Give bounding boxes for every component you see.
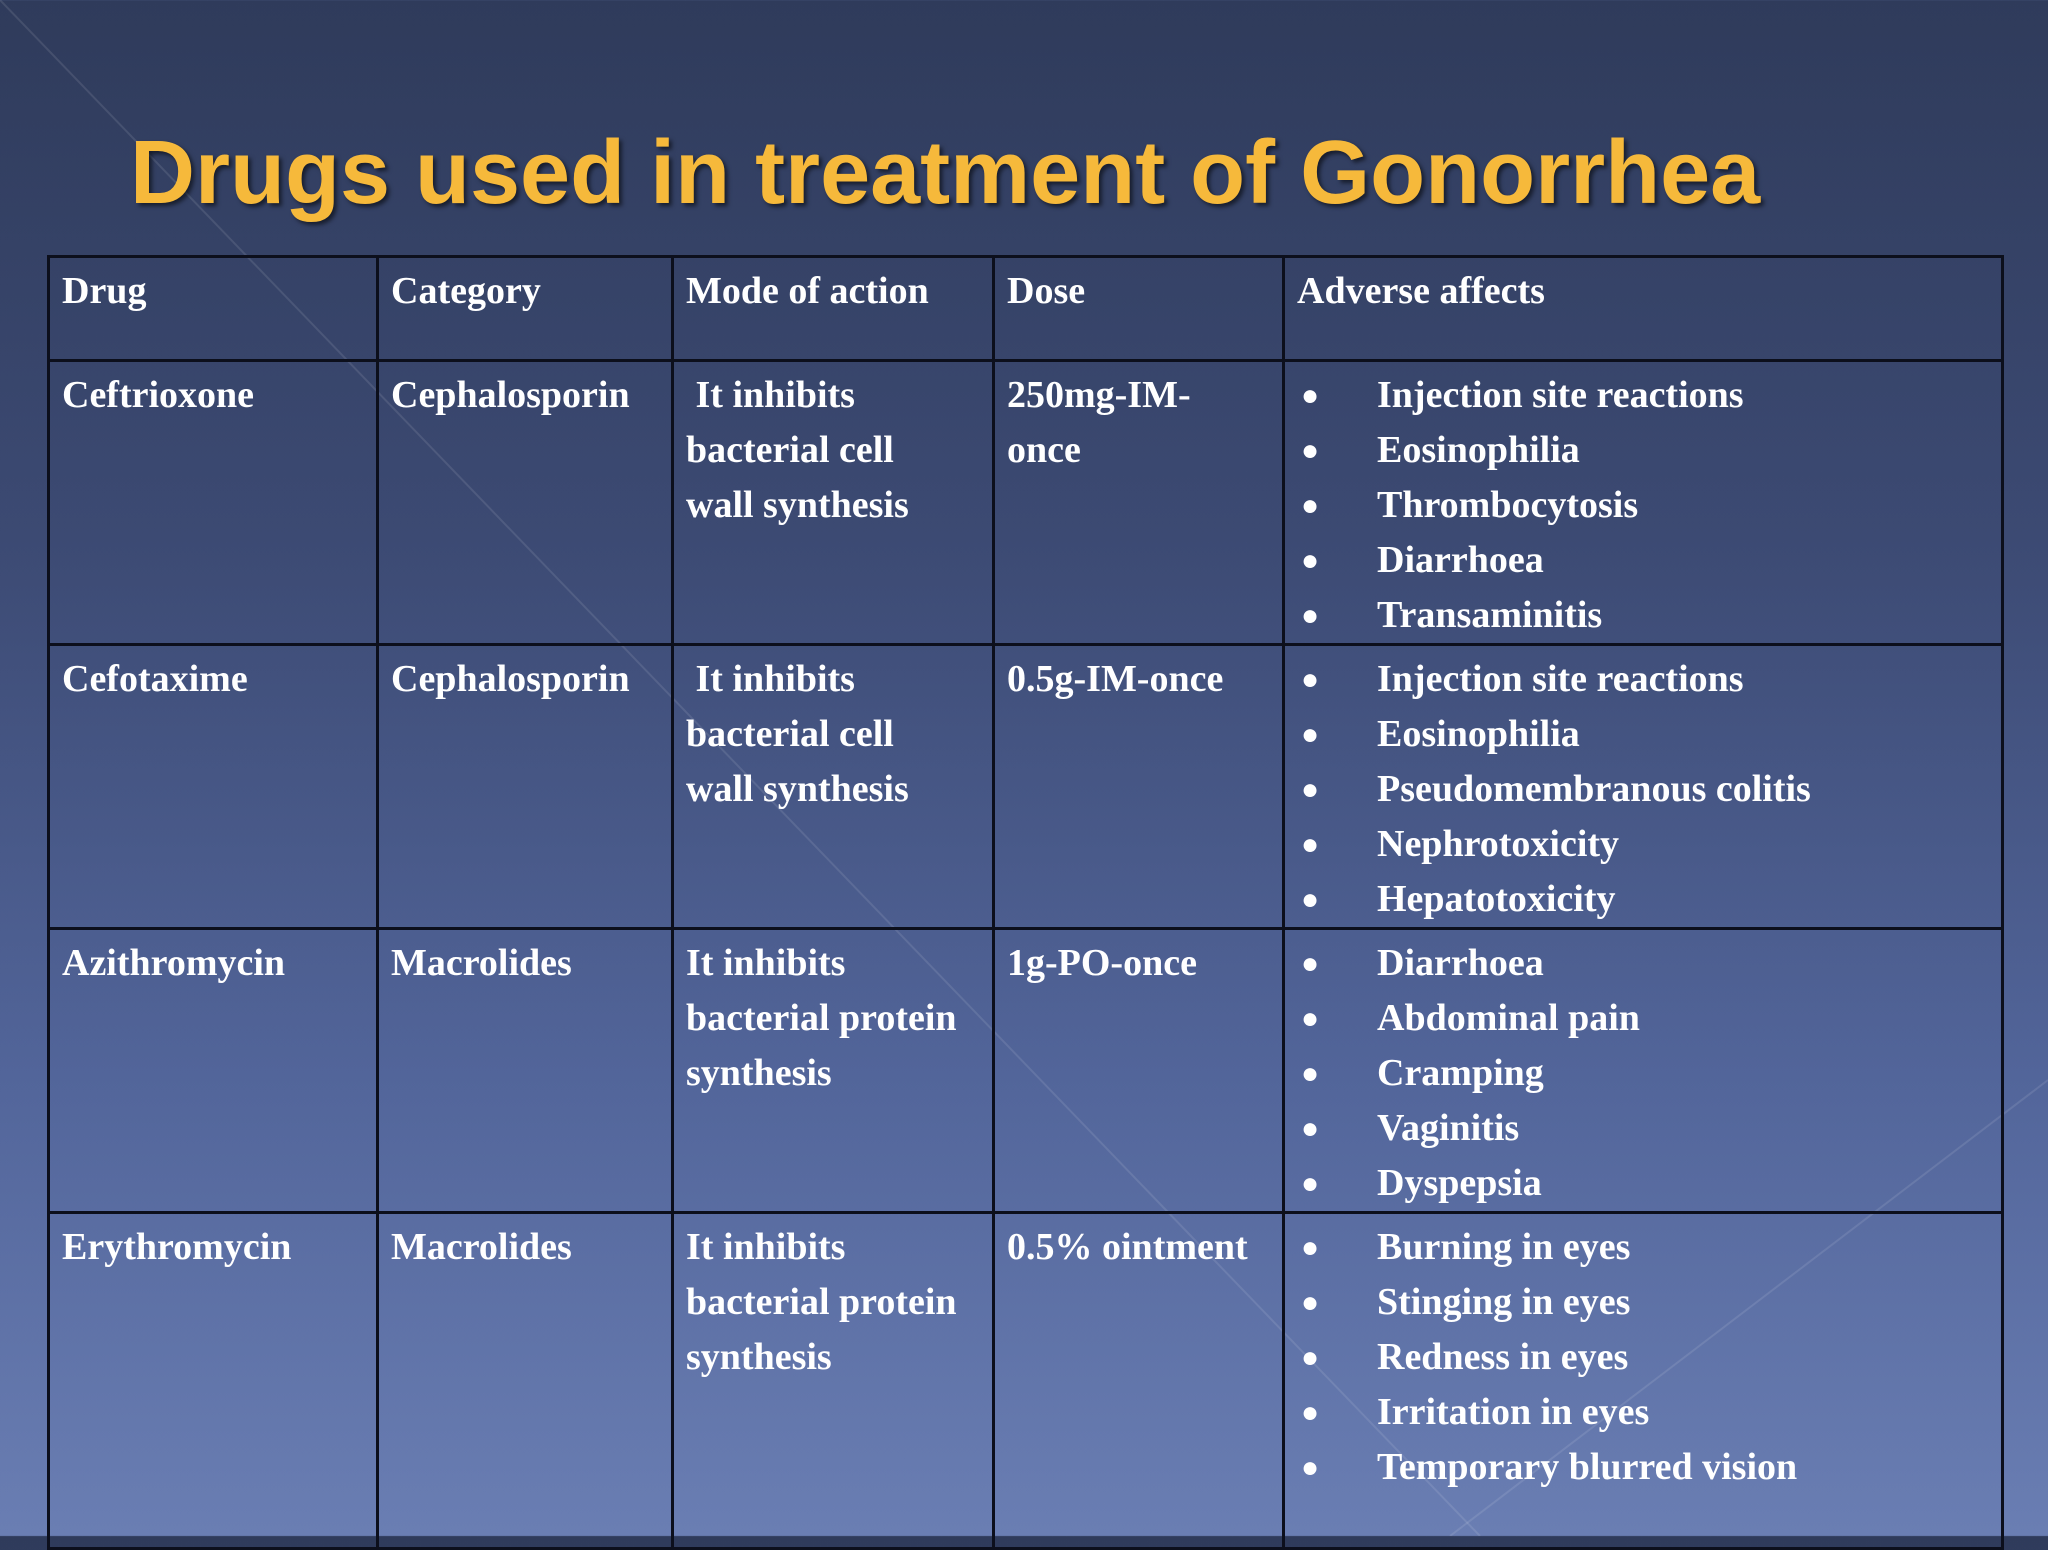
table-row <box>49 361 2003 645</box>
dose-cell-line: 1g-PO-once <box>1007 942 1197 984</box>
drug-cell: Erythromycin <box>49 1213 378 1549</box>
adverse-effect-text: Transaminitis <box>1377 594 1603 636</box>
list-item <box>1297 478 1989 533</box>
dose-cell-line: 0.5g-IM-once <box>1007 658 1224 700</box>
list-item <box>1297 1330 1989 1385</box>
bullet-icon: ● <box>1301 599 1320 632</box>
table-row <box>49 1213 2003 1549</box>
list-item <box>1297 707 1989 762</box>
adverse-effect-text: Irritation in eyes <box>1377 1391 1650 1433</box>
bullet-icon: ● <box>1301 1057 1320 1090</box>
drug-table <box>47 255 2004 1550</box>
bullet-icon: ● <box>1301 1341 1320 1374</box>
adverse-effect-text: Stinging in eyes <box>1377 1281 1631 1323</box>
list-item <box>1297 1046 1989 1101</box>
category-cell: Cephalosporin <box>378 645 673 929</box>
bullet-icon: ● <box>1301 1286 1320 1319</box>
adverse-effect-text: Diarrhoea <box>1377 942 1544 984</box>
mode-of-action-cell <box>673 361 994 645</box>
list-item <box>1297 423 1989 478</box>
bullet-icon: ● <box>1301 379 1320 412</box>
adverse-effect-text: Diarrhoea <box>1377 539 1544 581</box>
mode-of-action-cell-line: bacterial protein <box>686 1281 957 1323</box>
list-item <box>1297 762 1989 817</box>
list-item <box>1297 652 1989 707</box>
adverse-effects-list <box>1297 1220 1989 1495</box>
adverse-effect-text: Hepatotoxicity <box>1377 878 1616 920</box>
dose-cell <box>994 1213 1284 1549</box>
mode-of-action-cell <box>673 1213 994 1549</box>
adverse-effect-text: Injection site reactions <box>1377 374 1744 416</box>
mode-of-action-cell <box>673 645 994 929</box>
adverse-effect-text: Redness in eyes <box>1377 1336 1629 1378</box>
list-item <box>1297 1220 1989 1275</box>
mode-of-action-cell-line: bacterial cell <box>686 429 894 471</box>
mode-of-action-cell-line: It inhibits <box>686 658 855 700</box>
bullet-icon: ● <box>1301 1112 1320 1145</box>
list-item <box>1297 991 1989 1046</box>
list-item <box>1297 1275 1989 1330</box>
table-body <box>49 361 2003 1549</box>
adverse-effect-text: Vaginitis <box>1377 1107 1520 1149</box>
bullet-icon: ● <box>1301 773 1320 806</box>
mode-of-action-cell <box>673 929 994 1213</box>
header-category: Category <box>378 257 673 361</box>
adverse-effect-text: Pseudomembranous colitis <box>1377 768 1811 810</box>
list-item <box>1297 1385 1989 1440</box>
dose-cell <box>994 929 1284 1213</box>
list-item <box>1297 588 1989 643</box>
bullet-icon: ● <box>1301 828 1320 861</box>
list-item <box>1297 1440 1989 1495</box>
adverse-effects-cell <box>1284 361 2003 645</box>
adverse-effect-text: Eosinophilia <box>1377 429 1580 471</box>
mode-of-action-cell-line: synthesis <box>686 1336 832 1378</box>
adverse-effect-text: Dyspepsia <box>1377 1162 1542 1204</box>
dose-cell-line: once <box>1007 429 1081 471</box>
list-item <box>1297 1156 1989 1211</box>
mode-of-action-cell-line: bacterial cell <box>686 713 894 755</box>
adverse-effect-text: Temporary blurred vision <box>1377 1446 1798 1488</box>
list-item <box>1297 1101 1989 1156</box>
mode-of-action-cell-line: synthesis <box>686 1052 832 1094</box>
adverse-effect-text: Injection site reactions <box>1377 658 1744 700</box>
bullet-icon: ● <box>1301 1396 1320 1429</box>
category-cell: Cephalosporin <box>378 361 673 645</box>
adverse-effect-text: Abdominal pain <box>1377 997 1640 1039</box>
drug-cell: Azithromycin <box>49 929 378 1213</box>
dose-cell-line: 0.5% ointment <box>1007 1226 1248 1268</box>
adverse-effects-list <box>1297 368 1989 643</box>
table-header-row <box>49 257 2003 361</box>
header-drug: Drug <box>49 257 378 361</box>
drug-cell: Cefotaxime <box>49 645 378 929</box>
header-mode-of-action: Mode of action <box>673 257 994 361</box>
bullet-icon: ● <box>1301 1002 1320 1035</box>
adverse-effects-list <box>1297 652 1989 927</box>
table-row <box>49 645 2003 929</box>
adverse-effects-cell <box>1284 1213 2003 1549</box>
bullet-icon: ● <box>1301 1231 1320 1264</box>
adverse-effect-text: Nephrotoxicity <box>1377 823 1620 865</box>
drug-cell: Ceftrioxone <box>49 361 378 645</box>
adverse-effects-list <box>1297 936 1989 1211</box>
bullet-icon: ● <box>1301 663 1320 696</box>
adverse-effects-cell <box>1284 645 2003 929</box>
mode-of-action-cell-line: bacterial protein <box>686 997 957 1039</box>
mode-of-action-cell-line: wall synthesis <box>686 484 909 526</box>
dose-cell-line: 250mg-IM- <box>1007 374 1191 416</box>
adverse-effect-text: Burning in eyes <box>1377 1226 1631 1268</box>
header-adverse-affects: Adverse affects <box>1284 257 2003 361</box>
adverse-effect-text: Cramping <box>1377 1052 1544 1094</box>
dose-cell <box>994 645 1284 929</box>
header-dose: Dose <box>994 257 1284 361</box>
bullet-icon: ● <box>1301 544 1320 577</box>
category-cell: Macrolides <box>378 929 673 1213</box>
list-item <box>1297 368 1989 423</box>
category-cell: Macrolides <box>378 1213 673 1549</box>
dose-cell <box>994 361 1284 645</box>
mode-of-action-cell-line: It inhibits <box>686 374 855 416</box>
list-item <box>1297 817 1989 872</box>
adverse-effect-text: Eosinophilia <box>1377 713 1580 755</box>
table-row <box>49 929 2003 1213</box>
mode-of-action-cell-line: It inhibits <box>686 942 846 984</box>
list-item <box>1297 533 1989 588</box>
bullet-icon: ● <box>1301 947 1320 980</box>
bullet-icon: ● <box>1301 883 1320 916</box>
bullet-icon: ● <box>1301 1451 1320 1484</box>
mode-of-action-cell-line: wall synthesis <box>686 768 909 810</box>
adverse-effect-text: Thrombocytosis <box>1377 484 1639 526</box>
mode-of-action-cell-line: It inhibits <box>686 1226 846 1268</box>
bullet-icon: ● <box>1301 489 1320 522</box>
list-item <box>1297 936 1989 991</box>
bullet-icon: ● <box>1301 1167 1320 1200</box>
adverse-effects-cell <box>1284 929 2003 1213</box>
bullet-icon: ● <box>1301 434 1320 467</box>
list-item <box>1297 872 1989 927</box>
bullet-icon: ● <box>1301 718 1320 751</box>
slide-title: Drugs used in treatment of Gonorrhea <box>130 123 1761 223</box>
